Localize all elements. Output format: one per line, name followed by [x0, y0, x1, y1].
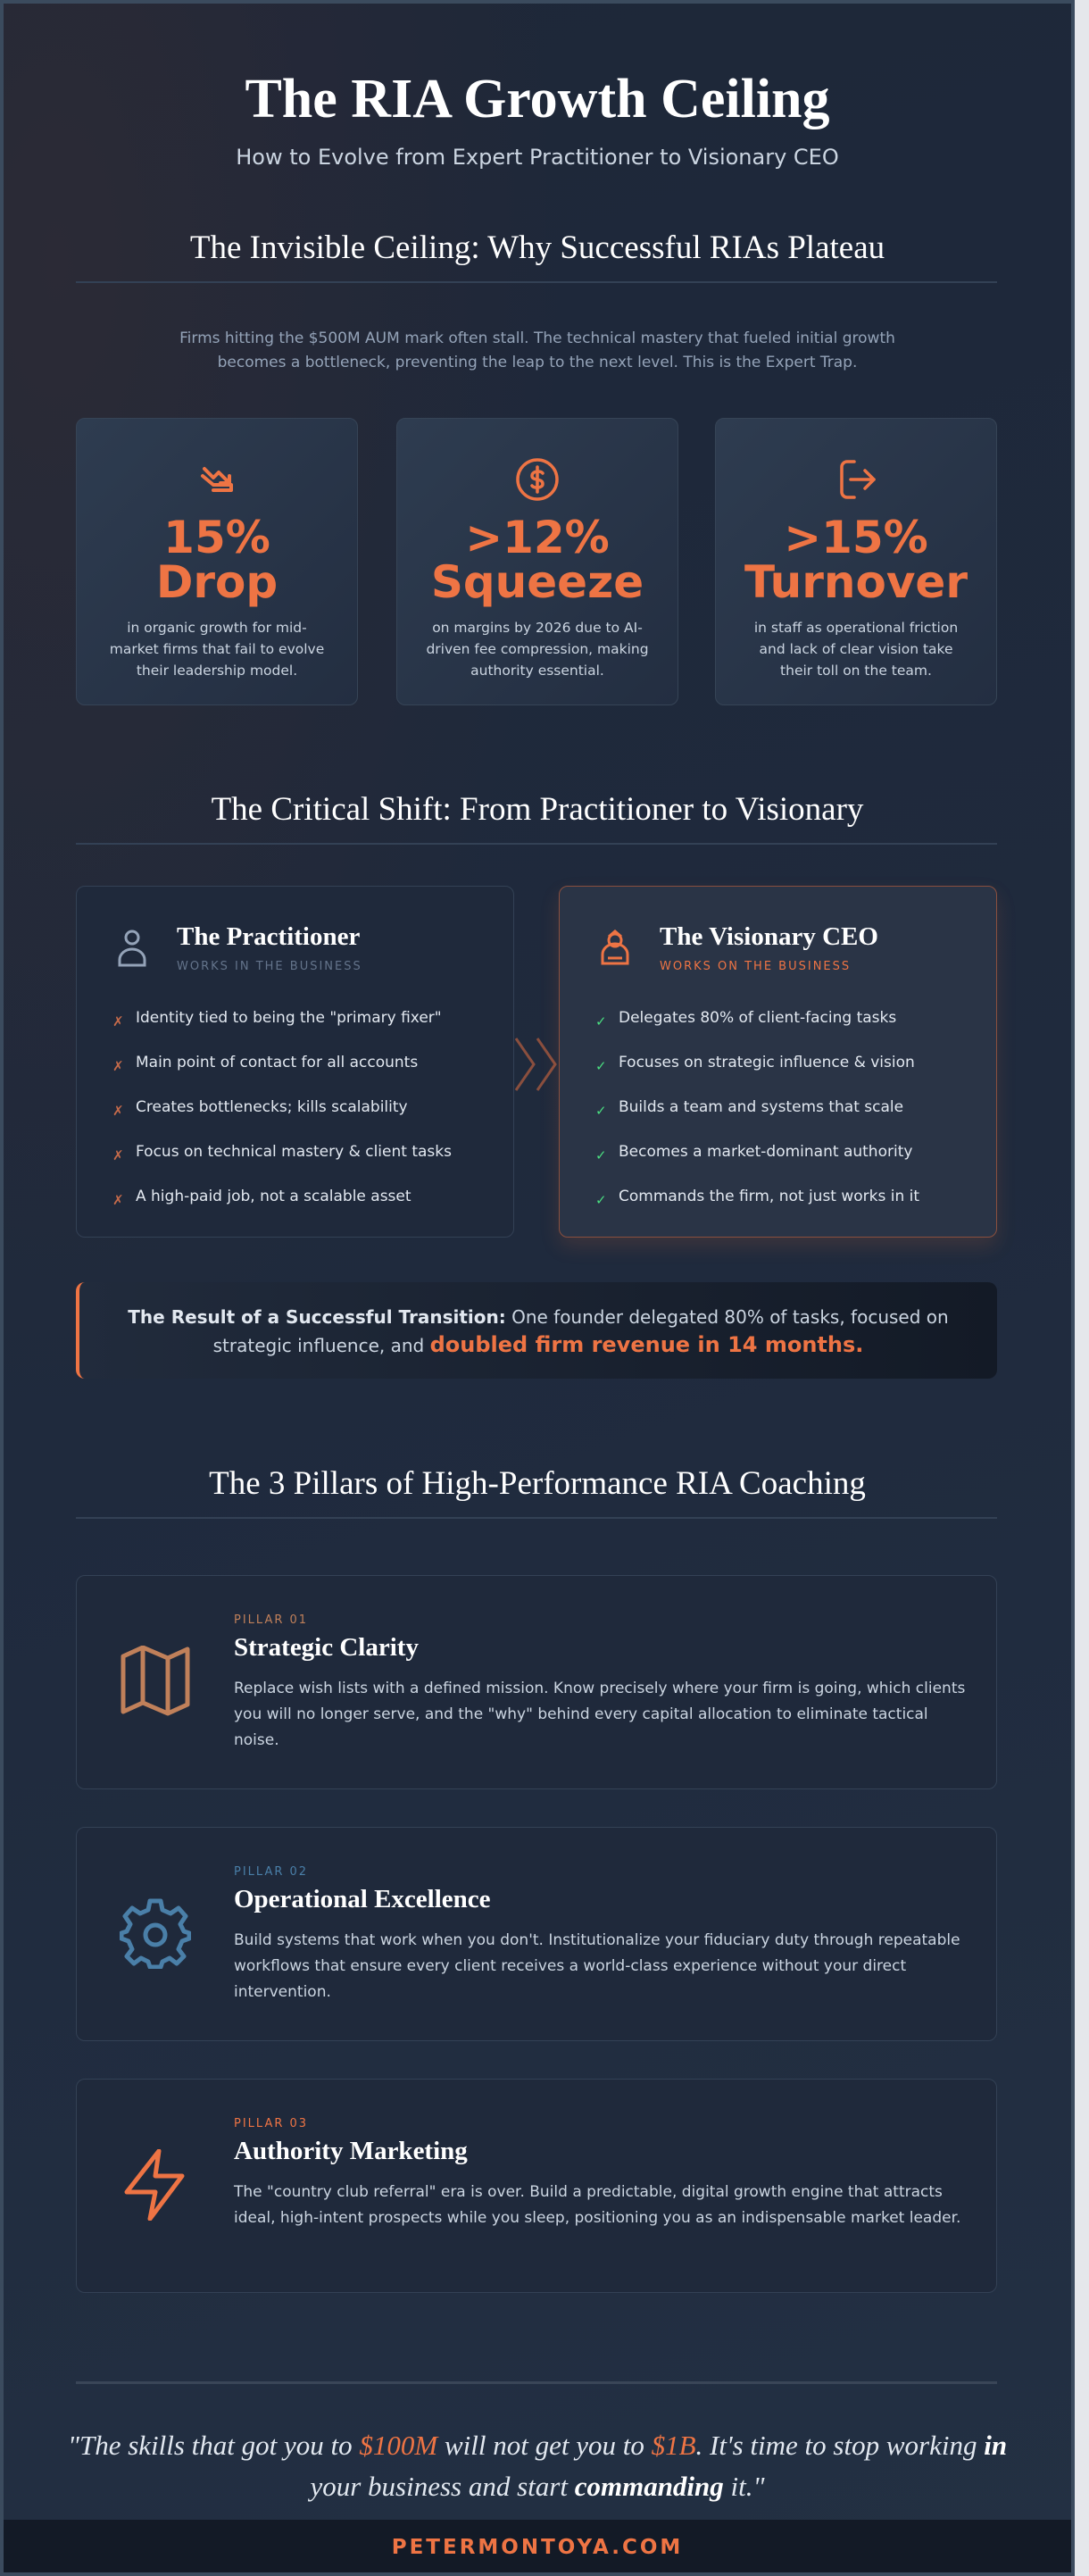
quote-highlight: $1B: [651, 2430, 696, 2461]
website-link[interactable]: PETERMONTOYA.COM: [391, 2536, 684, 2559]
card-tag: WORKS IN THE BUSINESS: [177, 960, 362, 973]
card-title: The Practitioner: [177, 922, 361, 951]
title-text: The RIA Growth Ceiling: [245, 69, 830, 129]
pillar-card-strategic-clarity: [76, 1575, 997, 1789]
footer-bar: [4, 2520, 1071, 2576]
card-title: The Visionary CEO: [660, 922, 878, 951]
list-item: [112, 996, 452, 1040]
pillar-desc: Build systems that work when you don't. Institutionalize your fiduciary duty through repeatable workflows that ensure every client receives a world-class experience without your direct intervention.: [234, 1931, 960, 2001]
quote-text: . It's time to stop working: [695, 2430, 985, 2461]
pillar-desc: The "country club referral" era is over. Build a predictable, digital growth engine that attracts ideal, high-intent prospects while you sleep, positioning you as an indispensable market leader.: [234, 2183, 961, 2227]
visionary-ceo-card: [559, 886, 997, 1238]
pillar-title: Operational Excellence: [234, 1885, 491, 1913]
lightning-icon: [120, 2149, 191, 2221]
item-text: Commands the firm, not just works in it: [619, 1188, 920, 1205]
list-item: [595, 1040, 919, 1085]
quote-emphasis: in: [984, 2430, 1008, 2461]
item-text: Creates bottlenecks; kills scalability: [136, 1098, 408, 1116]
pillar-desc: Replace wish lists with a defined mission. Know precisely where your firm is going, which clients you will no longer serve, and the "why" behind every capital allocation to eliminate tactical noise.: [234, 1680, 966, 1749]
divider: [76, 1517, 997, 1519]
ceo-avatar-icon: [597, 928, 633, 969]
list-item: [112, 1085, 452, 1130]
item-text: Identity tied to being the "primary fixer": [136, 1009, 442, 1027]
divider: [76, 2381, 997, 2384]
card-tag: WORKS ON THE BUSINESS: [660, 960, 852, 973]
item-text: Main point of contact for all accounts: [136, 1054, 419, 1071]
result-callout: [76, 1282, 997, 1379]
user-icon: [114, 928, 150, 969]
pillar-title: Strategic Clarity: [234, 1633, 419, 1662]
list-item: [112, 1174, 452, 1219]
list-item: [595, 1174, 919, 1219]
stat-label: Squeeze: [430, 556, 644, 608]
item-text: Builds a team and systems that scale: [619, 1098, 904, 1116]
closing-quote: [39, 2425, 1035, 2507]
stat-card-turnover: [715, 418, 997, 705]
check-icon: ✓: [595, 1103, 607, 1119]
practitioner-card: [76, 886, 514, 1238]
check-icon: ✓: [595, 1058, 607, 1074]
item-text: Delegates 80% of client-facing tasks: [619, 1009, 897, 1027]
heading-text: The 3 Pillars of High-Performance RIA Coaching: [209, 1465, 866, 1502]
quote-emphasis: commanding: [574, 2471, 724, 2502]
result-highlight: doubled firm revenue in 14 months.: [429, 1332, 864, 1357]
x-icon: ✗: [112, 1103, 124, 1119]
stat-label: Drop: [155, 556, 278, 608]
result-lead: The Result of a Successful Transition:: [128, 1306, 506, 1328]
check-icon: ✓: [595, 1013, 607, 1030]
list-item: [112, 1130, 452, 1174]
divider: [76, 843, 997, 845]
x-icon: ✗: [112, 1147, 124, 1163]
item-text: Becomes a market-dominant authority: [619, 1143, 913, 1161]
exit-icon: [716, 456, 996, 503]
intro-text: Firms hitting the $500M AUM mark often stall. The technical mastery that fueled initial growth becomes a bottleneck, preventing the leap to the next level. This is the Expert Trap.: [179, 329, 895, 371]
quote-highlight: $100M: [359, 2430, 438, 2461]
stat-value: 15%: [163, 512, 270, 563]
trending-down-icon: [77, 456, 357, 503]
practitioner-list: [112, 996, 452, 1219]
heading-text: The Invisible Ceiling: Why Successful RIAs Plateau: [189, 229, 885, 266]
item-text: A high-paid job, not a scalable asset: [136, 1188, 411, 1205]
stat-label: Turnover: [744, 556, 968, 608]
x-icon: ✗: [112, 1058, 124, 1074]
check-icon: ✓: [595, 1192, 607, 1208]
map-icon: [120, 1646, 191, 1717]
dollar-circle-icon: [397, 456, 678, 503]
stat-value: >12%: [465, 512, 610, 563]
quote-text: will not get you to: [437, 2430, 652, 2461]
pillar-card-operational-excellence: [76, 1827, 997, 2041]
ceo-list: [595, 996, 919, 1219]
section-heading-shift: [4, 790, 1071, 829]
heading-text: The Critical Shift: From Practitioner to Visionary: [211, 791, 864, 828]
stat-card-margins: [396, 418, 678, 705]
pillar-title: Authority Marketing: [234, 2137, 468, 2165]
page-title: [4, 68, 1071, 131]
gear-icon: [120, 1897, 191, 1969]
stat-desc: in organic growth for mid-market firms that fail to evolve their leadership model.: [109, 620, 325, 679]
stat-card-growth: [76, 418, 358, 705]
quote-text: your business and start: [310, 2471, 575, 2502]
list-item: [595, 1085, 919, 1130]
pillar-card-authority-marketing: [76, 2079, 997, 2293]
check-icon: ✓: [595, 1147, 607, 1163]
item-text: Focus on technical mastery & client tasks: [136, 1143, 452, 1161]
pillar-number: PILLAR 02: [234, 1865, 309, 1879]
list-item: [112, 1040, 452, 1085]
quote-text: "The skills that got you to: [67, 2430, 360, 2461]
item-text: Focuses on strategic influence & vision: [619, 1054, 915, 1071]
x-icon: ✗: [112, 1013, 124, 1030]
stat-desc: in staff as operational friction and lack of clear vision take their toll on the team.: [753, 620, 959, 679]
quote-text: it.": [723, 2471, 765, 2502]
list-item: [595, 996, 919, 1040]
page-subtitle: How to Evolve from Expert Practitioner to Visionary CEO: [236, 145, 839, 170]
section-heading-pillars: [4, 1464, 1071, 1503]
section-heading-ceiling: [4, 229, 1071, 267]
pillar-number: PILLAR 01: [234, 1613, 309, 1627]
list-item: [595, 1130, 919, 1174]
result-body: One founder delegated 80% of tasks, focused on strategic influence, and: [212, 1306, 949, 1356]
divider: [76, 281, 997, 283]
x-icon: ✗: [112, 1192, 124, 1208]
pillar-number: PILLAR 03: [234, 2117, 309, 2130]
stat-desc: on margins by 2026 due to AI-driven fee compression, making authority essential.: [426, 620, 649, 679]
stat-value: >15%: [784, 512, 928, 563]
